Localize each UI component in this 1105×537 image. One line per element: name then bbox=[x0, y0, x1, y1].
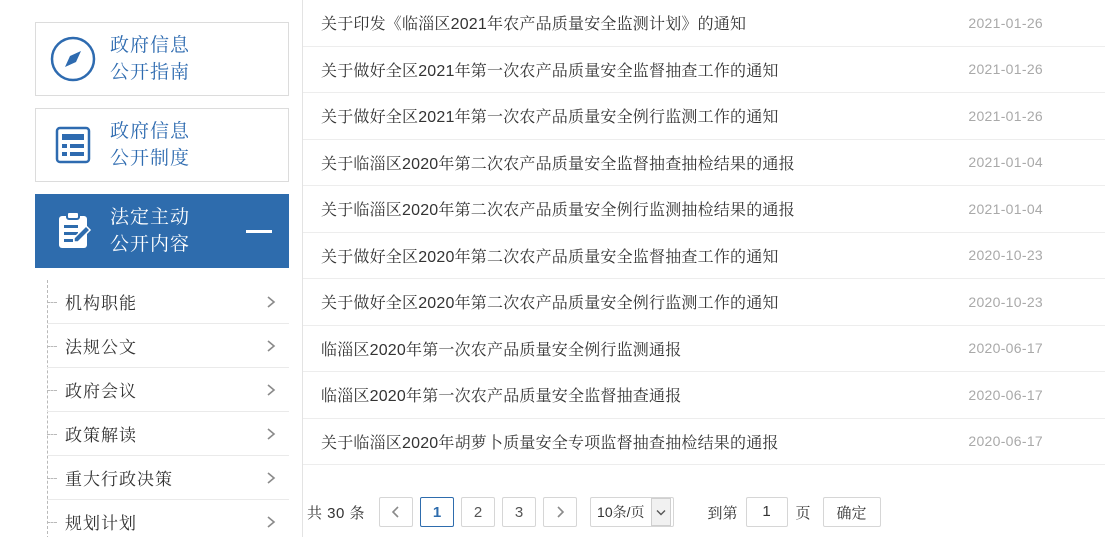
chevron-down-icon[interactable] bbox=[651, 498, 671, 526]
sidebar-card-system-label bbox=[110, 118, 190, 172]
sidebar bbox=[35, 22, 289, 537]
document-icon bbox=[36, 122, 110, 168]
list-item-title[interactable]: 关于做好全区2021年第一次农产品质量安全监督抽查工作的通知 bbox=[321, 62, 779, 80]
chevron-right-icon bbox=[265, 384, 277, 396]
list-item-title[interactable]: 关于做好全区2021年第一次农产品质量安全例行监测工作的通知 bbox=[321, 109, 779, 127]
page-size-select[interactable] bbox=[590, 497, 673, 527]
list-item-title[interactable]: 临淄区2020年第一次农产品质量安全例行监测通报 bbox=[321, 341, 682, 359]
sidebar-item-label: 规划计划 bbox=[65, 514, 137, 533]
page-button-1[interactable]: 1 bbox=[420, 497, 454, 527]
sidebar-card-guide[interactable] bbox=[35, 22, 289, 96]
list-item[interactable] bbox=[303, 372, 1105, 419]
list-item-title[interactable]: 关于印发《临淄区2021年农产品质量安全监测计划》的通知 bbox=[321, 16, 747, 34]
list-item[interactable] bbox=[303, 419, 1105, 466]
list-item-title[interactable]: 关于做好全区2020年第二次农产品质量安全例行监测工作的通知 bbox=[321, 295, 779, 313]
list-item[interactable] bbox=[303, 326, 1105, 373]
sidebar-card-system-line2: 公开制度 bbox=[110, 148, 191, 169]
sidebar-card-legal-disclosure-line1: 法定主动 bbox=[110, 207, 191, 228]
sidebar-item-label: 法规公文 bbox=[65, 338, 137, 357]
sidebar-item-label: 机构职能 bbox=[65, 294, 137, 313]
page-size-value: 10条/页 bbox=[597, 504, 645, 520]
page-button-3[interactable]: 3 bbox=[502, 497, 536, 527]
sidebar-card-guide-line2: 公开指南 bbox=[110, 62, 191, 83]
sidebar-item-plans[interactable] bbox=[47, 500, 289, 537]
sidebar-card-legal-disclosure-line2: 公开内容 bbox=[110, 234, 191, 255]
list-item[interactable] bbox=[303, 0, 1105, 47]
list-item-title[interactable]: 关于临淄区2020年胡萝卜质量安全专项监督抽查抽检结果的通报 bbox=[321, 434, 779, 452]
list-item[interactable] bbox=[303, 233, 1105, 280]
compass-icon bbox=[36, 36, 110, 82]
sidebar-item-organization-duties[interactable] bbox=[47, 280, 289, 324]
goto-page-input[interactable]: 1 bbox=[746, 497, 788, 527]
sidebar-card-guide-line1: 政府信息 bbox=[110, 35, 191, 56]
list-item-date: 2020-10-23 bbox=[968, 247, 1043, 264]
list-item[interactable] bbox=[303, 47, 1105, 94]
list-item-date: 2020-10-23 bbox=[968, 293, 1043, 310]
chevron-right-icon bbox=[265, 296, 277, 308]
sidebar-item-major-administrative-decisions[interactable] bbox=[47, 456, 289, 500]
goto-page-unit: 页 bbox=[795, 504, 811, 522]
article-list bbox=[303, 0, 1105, 537]
goto-page-label: 到第 bbox=[707, 504, 738, 522]
list-item-date: 2021-01-26 bbox=[968, 61, 1043, 78]
list-item-date: 2020-06-17 bbox=[968, 386, 1043, 403]
list-item[interactable] bbox=[303, 279, 1105, 326]
chevron-right-icon bbox=[265, 428, 277, 440]
sidebar-card-system[interactable] bbox=[35, 108, 289, 182]
list-item[interactable] bbox=[303, 140, 1105, 187]
list-item-date: 2021-01-04 bbox=[968, 154, 1043, 171]
list-item-date: 2021-01-26 bbox=[968, 107, 1043, 124]
sidebar-item-label: 重大行政决策 bbox=[65, 470, 173, 489]
prev-page-button[interactable] bbox=[379, 497, 413, 527]
total-count-label: 共 30 条 bbox=[307, 504, 366, 522]
pagination bbox=[303, 487, 1105, 537]
chevron-right-icon bbox=[265, 516, 277, 528]
list-item[interactable] bbox=[303, 93, 1105, 140]
list-item-title[interactable]: 关于做好全区2020年第二次农产品质量安全监督抽查工作的通知 bbox=[321, 248, 779, 266]
sidebar-item-label: 政府会议 bbox=[65, 382, 137, 401]
sidebar-item-label: 政策解读 bbox=[65, 426, 137, 445]
sidebar-tree bbox=[35, 280, 289, 537]
chevron-right-icon bbox=[265, 472, 277, 484]
list-item-title[interactable]: 关于临淄区2020年第二次农产品质量安全监督抽查抽检结果的通报 bbox=[321, 155, 795, 173]
list-item-date: 2020-06-17 bbox=[968, 340, 1043, 357]
sidebar-item-government-meetings[interactable] bbox=[47, 368, 289, 412]
list-item-title[interactable]: 临淄区2020年第一次农产品质量安全监督抽查通报 bbox=[321, 388, 682, 406]
sidebar-item-regulations-documents[interactable] bbox=[47, 324, 289, 368]
confirm-button[interactable]: 确定 bbox=[823, 497, 881, 527]
chevron-right-icon bbox=[265, 340, 277, 352]
page-button-2[interactable]: 2 bbox=[461, 497, 495, 527]
sidebar-card-legal-disclosure[interactable] bbox=[35, 194, 289, 268]
list-item-date: 2021-01-04 bbox=[968, 200, 1043, 217]
clipboard-icon bbox=[36, 208, 110, 254]
list-item-title[interactable]: 关于临淄区2020年第二次农产品质量安全例行监测抽检结果的通报 bbox=[321, 202, 795, 220]
sidebar-card-system-line1: 政府信息 bbox=[110, 121, 191, 142]
list-item-date: 2021-01-26 bbox=[968, 14, 1043, 31]
sidebar-card-legal-disclosure-label bbox=[110, 204, 190, 258]
sidebar-card-guide-label bbox=[110, 32, 190, 86]
sidebar-item-policy-interpretation[interactable] bbox=[47, 412, 289, 456]
list-item[interactable] bbox=[303, 186, 1105, 233]
collapse-minus-icon[interactable] bbox=[246, 230, 272, 233]
list-item-date: 2020-06-17 bbox=[968, 433, 1043, 450]
next-page-button[interactable] bbox=[543, 497, 577, 527]
